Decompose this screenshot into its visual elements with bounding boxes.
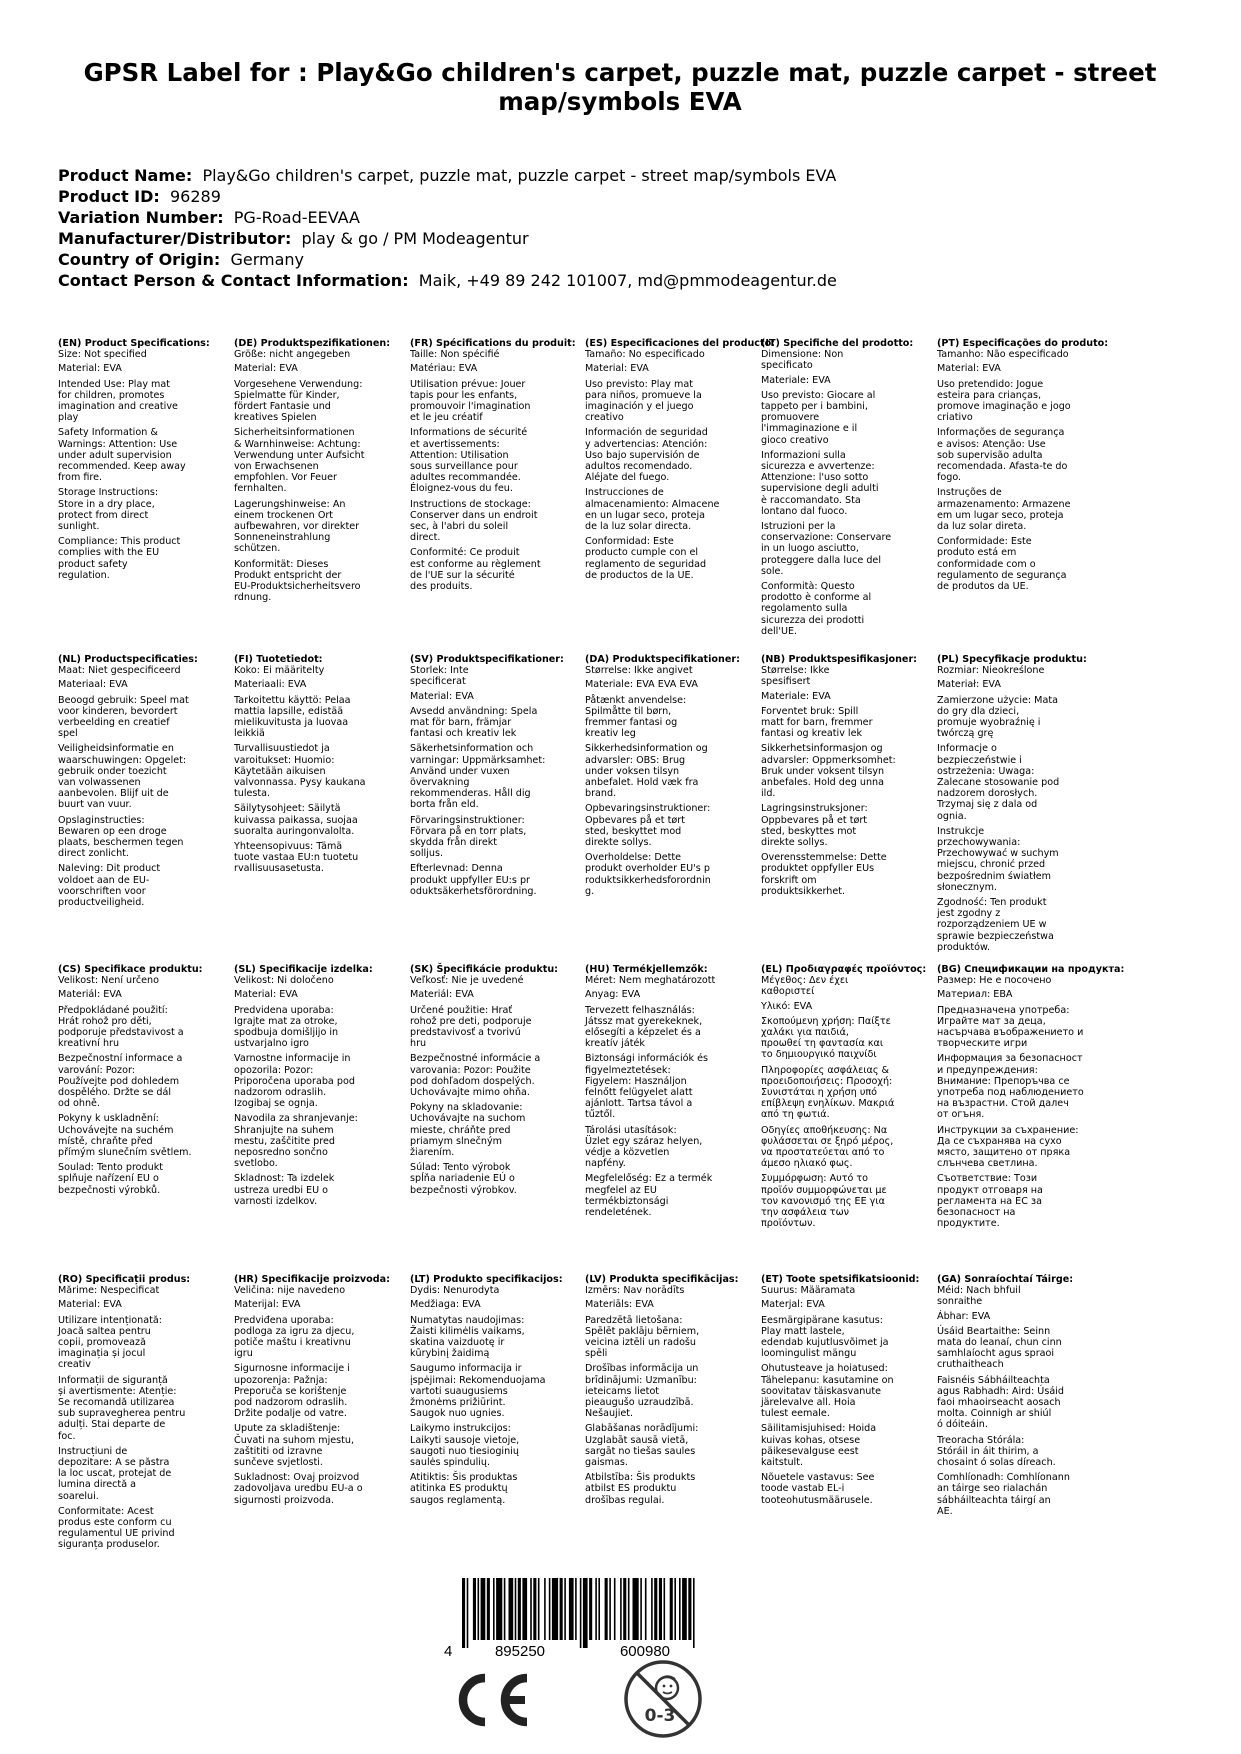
spec-line: Treoracha Stórála: Stóráil in áit thirim, a chosaint ó solas díreach. — [937, 1434, 1056, 1469]
info-label: Manufacturer/Distributor: — [58, 229, 292, 248]
spec-line: Materiāls: EVA — [585, 1299, 654, 1311]
spec-heading: (LV) Produkta specifikācijas: — [585, 1274, 739, 1285]
spec-line: Μέγεθος: Δεν έχει καθοριστεί — [761, 975, 849, 998]
spec-line: Storage Instructions: Store in a dry place, protect from direct sunlight. — [58, 487, 159, 533]
spec-heading: (NB) Produktspesifikasjoner: — [761, 654, 918, 665]
barcode-bars — [462, 1578, 695, 1648]
spec-line: Instruções de armazenamento: Armazene em um lugar seco, proteja da luz solar direta. — [937, 487, 1071, 533]
barcode-bar — [583, 1578, 588, 1648]
spec-line: Veiligheidsinformatie en waarschuwingen: Opgelet: gebruik onder toezicht van volwassenen aanbevolen. Blijf uit de buurt van vuur. — [58, 743, 187, 811]
barcode-bar — [560, 1578, 563, 1640]
barcode-bar — [522, 1578, 527, 1640]
barcode-bar — [679, 1578, 681, 1640]
spec-line: Taille: Non spécifié — [410, 349, 500, 361]
barcode-bar — [682, 1578, 687, 1640]
barcode-bar — [496, 1578, 502, 1640]
barcode-bar — [544, 1578, 546, 1640]
spec-line: Sikkerhetsinformasjon og advarsler: Oppmerksomhet: Bruk under voksent tilsyn anbefales. Hold deg unna ild. — [761, 743, 896, 800]
spec-line: Megfelelőség: Ez a termék megfelel az EU termékbiztonsági rendeletének. — [585, 1173, 713, 1219]
spec-heading: (SV) Produktspecifikationer: — [410, 654, 564, 665]
spec-heading: (NL) Productspecificaties: — [58, 654, 198, 665]
info-label: Product ID: — [58, 187, 160, 206]
info-value: PG-Road-EEVAA — [233, 208, 360, 227]
spec-heading: (SL) Specifikacije izdelka: — [234, 964, 373, 975]
spec-line: Uso previsto: Play mat para niños, promueve la imaginación y el juego creativo — [585, 378, 702, 424]
spec-block — [585, 338, 776, 585]
spec-line: Medžiaga: EVA — [410, 1299, 481, 1311]
spec-line: Soulad: Tento produkt splňuje nařízení EU o bezpečnosti výrobků. — [58, 1162, 164, 1196]
barcode-bar — [595, 1578, 597, 1640]
spec-block — [585, 654, 763, 901]
spec-line: Pokyny na skladovanie: Uchovávajte na suchom mieste, chráňte pred priamym slnečným žiarením. — [410, 1102, 526, 1159]
spec-line: Instrucțiuni de depozitare: A se păstra la loc uscat, protejat de lumina directă a soarelui. — [58, 1445, 172, 1502]
barcode-bar — [481, 1578, 486, 1640]
spec-block — [410, 338, 588, 596]
spec-line: Atbilstība: Šis produkts atbilst ES produktu drošības regulai. — [585, 1472, 696, 1506]
spec-line: Informacje o bezpieczeństwie i ostrzeżenia: Uwaga: Zalecane stosowanie pod nadzorem dorosłych. Trzymaj się z dala od ognia. — [937, 743, 1060, 822]
spec-heading: (HR) Specifikacije proizvoda: — [234, 1274, 390, 1285]
spec-line: Numatytas naudojimas: Žaisti kilimėlis vaikams, skatina vaizduotę ir kūrybinį žaidimą — [410, 1314, 525, 1360]
spec-line: Tervezett felhasználás: Játssz mat gyerekeknek, elősegíti a képzelet és a kreatív játék — [585, 1004, 703, 1050]
spec-line: Material: EVA — [585, 363, 649, 375]
spec-line: Anyag: EVA — [585, 989, 641, 1001]
spec-heading: (EL) Προδιαγραφές προϊόντος: — [761, 964, 927, 975]
spec-line: Förvaringsinstruktioner: Förvara på en torr plats, skydda från direkt solljus. — [410, 814, 527, 860]
spec-line: Instructions de stockage: Conserver dans un endroit sec, à l'abri du soleil direct. — [410, 498, 538, 544]
info-value: 96289 — [169, 187, 221, 206]
spec-line: Paredzētā lietošana: Spēlēt paklāju bērniem, veicina iztēli un radošu spēli — [585, 1314, 700, 1360]
spec-line: Material: EVA — [937, 363, 1001, 375]
barcode-bar — [569, 1578, 574, 1640]
barcode-bar — [462, 1578, 465, 1648]
spec-line: Størrelse: Ikke spesifisert — [761, 665, 830, 688]
barcode-bar — [552, 1578, 558, 1640]
spec-line: Comhlíonadh: Comhlíonann an táirge seo rialachán sábháilteachta táirgí an AE. — [937, 1472, 1070, 1517]
spec-line: Materiál: EVA — [410, 989, 474, 1001]
spec-line: Glabāšanas norādījumi: Uzglabāt sausā vietā, sargāt no tiešas saules gaismas. — [585, 1423, 699, 1469]
spec-line: Materjal: EVA — [761, 1299, 825, 1311]
spec-line: Upute za skladištenje: Čuvati na suhom mjestu, zaštititi od izravne sunčeve svjetlosti. — [234, 1423, 355, 1469]
barcode-bar — [609, 1578, 611, 1640]
spec-line: Koko: Ei määritelty — [234, 665, 325, 677]
spec-line: Lagringsinstruksjoner: Oppbevares på et tørt sted, beskyttes mot direkte sollys. — [761, 803, 868, 849]
spec-line: Materiał: EVA — [937, 679, 1001, 691]
spec-line: Υλικό: EVA — [761, 1000, 813, 1012]
barcode-bar — [589, 1578, 592, 1640]
spec-line: Instrucciones de almacenamiento: Almacene en un lugar seco, proteja de la luz solar directa. — [585, 487, 720, 533]
barcode-bar — [598, 1578, 600, 1640]
spec-line: Materiale: EVA EVA EVA — [585, 679, 698, 691]
spec-heading: (DE) Produktspezifikationen: — [234, 338, 391, 349]
spec-line: Overholdelse: Dette produkt overholder EU's p roduktsikkerhedsforordnin g. — [585, 852, 711, 897]
ce-mark-icon — [451, 1670, 533, 1730]
spec-line: Súlad: Tento výrobok spĺňa nariadenie EÚ o bezpečnosti výrobkov. — [410, 1162, 517, 1196]
spec-line: Материал: ЕВА — [937, 989, 1013, 1001]
info-row — [58, 228, 1198, 249]
spec-line: Size: Not specified — [58, 349, 147, 361]
spec-block — [410, 654, 588, 901]
spec-line: Instrukcje przechowywania: Przechowywać w suchym miejscu, chronić przed bezpośrednim światłem słonecznym. — [937, 825, 1059, 893]
spec-heading: (CS) Specifikace produktu: — [58, 964, 203, 975]
spec-line: Conformità: Questo prodotto è conforme al regolamento sulla sicurezza dei prodotti dell'UE. — [761, 581, 872, 637]
spec-block — [234, 964, 412, 1211]
spec-line: Ábhar: EVA — [937, 1310, 991, 1322]
barcode-bar — [493, 1578, 495, 1640]
spec-line: Skladnost: Ta izdelek ustreza uredbi EU o varnosti izdelkov. — [234, 1173, 335, 1207]
spec-line: Safety Information & Warnings: Attention: Use under adult supervision recommended. Keep away from fire. — [58, 427, 186, 484]
spec-block — [761, 964, 939, 1233]
spec-heading: (DA) Produktspecifikationer: — [585, 654, 740, 665]
spec-heading: (FR) Spécifications du produit: — [410, 338, 576, 349]
spec-line: Předpokládané použití: Hrát rohož pro děti, podporuje představivost a kreativní hru — [58, 1004, 184, 1050]
spec-line: Sukladnost: Ovaj proizvod zadovoljava uredbu EU-a o sigurnosti proizvoda. — [234, 1472, 363, 1506]
info-value: Maik, +49 89 242 101007, md@pmmodeagentur.de — [418, 271, 837, 290]
info-row — [58, 186, 1198, 207]
spec-line: Información de seguridad y advertencias: Atención: Uso bajo supervisión de adultos recomendado. Aléjate del fuego. — [585, 427, 708, 484]
spec-block — [937, 964, 1125, 1233]
spec-line: Matériau: EVA — [410, 363, 478, 375]
spec-line: Zamierzone użycie: Mata do gry dla dzieci, promuje wyobraźnię i twórczą grę — [937, 694, 1058, 740]
spec-line: Συμμόρφωση: Αυτό το προϊόν συμμορφώνεται με τον κανονισμό της ΕΕ για την ασφάλεια των προϊόντων. — [761, 1173, 887, 1230]
spec-line: Predviđena uporaba: podloga za igru za djecu, potiče maštu i kreativnu igru — [234, 1314, 355, 1360]
spec-line: Saugumo informacija ir įspėjimai: Rekomenduojama vartoti suaugusiems žmonėms prižiūrint. Saugok nuo ugnies. — [410, 1363, 546, 1420]
spec-line: Größe: nicht angegeben — [234, 349, 351, 361]
barcode-bar — [467, 1578, 469, 1648]
spec-heading: (FI) Tuotetiedot: — [234, 654, 323, 665]
barcode-bar — [549, 1578, 551, 1640]
spec-line: Lagerungshinweise: An einem trockenen Ort aufbewahren, vor direkter Sonneneinstrahlung schützen. — [234, 498, 360, 555]
barcode-bar — [693, 1578, 695, 1648]
spec-line: Istruzioni per la conservazione: Conservare in un luogo asciutto, proteggere dalla luce del sole. — [761, 521, 892, 577]
info-row — [58, 249, 1198, 270]
spec-block — [761, 1274, 939, 1510]
spec-heading: (PT) Especificações do produto: — [937, 338, 1109, 349]
spec-line: Conformité: Ce produit est conforme au règlement de l'UE sur la sécurité des produits. — [410, 547, 541, 593]
age-symbol-text: 0-3 — [644, 1706, 676, 1726]
spec-heading: (IT) Specifiche del prodotto: — [761, 338, 914, 349]
spec-line: Forventet bruk: Spill matt for barn, fremmer fantasi og kreativ lek — [761, 705, 873, 740]
barcode-bar — [538, 1578, 540, 1640]
barcode-bar — [533, 1578, 536, 1640]
barcode-bar — [659, 1578, 662, 1640]
product-info — [58, 165, 1198, 291]
spec-block — [58, 964, 236, 1200]
spec-line: Säilitamisjuhised: Hoida kuivas kohas, otsese päikesevalguse eest kaitstult. — [761, 1423, 877, 1469]
barcode-bar — [504, 1578, 506, 1640]
spec-line: Beoogd gebruik: Speel mat voor kinderen, bevordert verbeelding en creatief spel — [58, 694, 189, 740]
spec-line: Suurus: Määramata — [761, 1285, 856, 1297]
spec-line: Säkerhetsinformation och varningar: Uppmärksamhet: Använd under vuxen övervakning rekommenderas. Håll dig borta från eld. — [410, 743, 546, 811]
spec-block — [234, 654, 412, 879]
spec-line: Οδηγίες αποθήκευσης: Να φυλάσσεται σε ξηρό μέρος, να προστατεύεται από το άμεσο ηλιακό φως. — [761, 1124, 894, 1170]
spec-line: Tamaño: No especificado — [585, 349, 705, 361]
spec-line: Informations de sécurité et avertissements: Attention: Utilisation sous surveillance pour adultes recommandée. Éloignez-vous du feu. — [410, 427, 528, 495]
spec-line: Naleving: Dit product voldoet aan de EU- voorschriften voor productveiligheid. — [58, 863, 161, 909]
spec-line: Uso previsto: Giocare al tappeto per i bambini, promuovere l'immaginazione e il gioco creativo — [761, 389, 876, 446]
spec-line: Faisnéis Sábháilteachta agus Rabhadh: Aird: Úsáid faoi mhaoirseacht aosach molta. Coinnigh ar shiúl ó dóiteáin. — [937, 1374, 1064, 1431]
spec-line: Compliance: This product complies with the EU product safety regulation. — [58, 536, 181, 581]
barcode-bar — [473, 1578, 476, 1640]
barcode-bar — [575, 1578, 577, 1640]
spec-line: Material: EVA — [58, 363, 122, 375]
barcode-bar — [530, 1578, 532, 1640]
spec-line: Zgodność: Ten produkt jest zgodny z rozporządzeniem UE w sprawie bezpieczeństwa produktów. — [937, 897, 1054, 953]
spec-line: Sikkerhedsinformation og advarsler: OBS: Brug under voksen tilsyn anbefalet. Hold væk fra brand. — [585, 743, 708, 800]
spec-line: Úsáid Beartaithe: Seinn mata do leanaí, chun cinn samhlaíocht agus spraoi cruthaitheach — [937, 1325, 1062, 1371]
spec-line: Dimensione: Non specificato — [761, 349, 844, 372]
spec-block — [761, 654, 939, 901]
barcode-bar — [487, 1578, 490, 1640]
barcode-bar — [623, 1578, 626, 1640]
spec-line: Informazioni sulla sicurezza e avvertenze: Attenzione: l'uso sotto supervisione degli adulti è raccomandato. Sta lontano dal fuoco. — [761, 449, 879, 517]
spec-line: Sigurnosne informacije i upozorenja: Pažnja: Preporuča se korištenje pod nadzorom odraslih. Držite podalje od vatre. — [234, 1363, 350, 1420]
barcode-bar — [614, 1578, 616, 1640]
spec-line: Utilizare intenționată: Joacă saltea pentru copii, promovează imaginația și jocul creativ — [58, 1314, 162, 1371]
spec-block — [937, 338, 1115, 596]
spec-line: Dydis: Nenurodyta — [410, 1285, 500, 1297]
spec-line: Material: EVA — [410, 690, 474, 702]
info-row — [58, 165, 1198, 186]
spec-block — [234, 1274, 412, 1510]
spec-line: Avsedd användning: Spela mat för barn, främjar fantasi och kreativ lek — [410, 705, 538, 740]
spec-line: Materiál: EVA — [58, 989, 122, 1001]
spec-line: Opslaginstructies: Bewaren op een droge plaats, beschermen tegen direct zonlicht. — [58, 814, 184, 860]
spec-line: Velikost: Ni določeno — [234, 975, 334, 987]
barcode-bar — [628, 1578, 630, 1640]
barcode-bar — [564, 1578, 566, 1640]
spec-line: Turvallisuustiedot ja varoitukset: Huomio: Käytetään aikuisen valvonnassa. Pysy kaukana tulesta. — [234, 743, 366, 800]
info-value: play & go / PM Modeagentur — [301, 229, 529, 248]
spec-heading: (GA) Sonraíochtaí Táirge: — [937, 1274, 1074, 1285]
barcode-bar — [670, 1578, 673, 1640]
info-value: Play&Go children's carpet, puzzle mat, puzzle carpet - street map/symbols EVA — [202, 166, 837, 185]
spec-line: Material: EVA — [234, 989, 298, 1001]
spec-line: Πληροφορίες ασφάλειας & προειδοποιήσεις: Προσοχή: Συνιστάται η χρήση υπό επίβλεψη ενηλίκων. Μακριά από τη φωτιά. — [761, 1064, 895, 1121]
spec-row — [58, 964, 1228, 1274]
info-label: Product Name: — [58, 166, 193, 185]
spec-line: Konformität: Dieses Produkt entspricht der EU-Produktsicherheitsvero rdnung. — [234, 558, 361, 604]
spec-line: Efterlevnad: Denna produkt uppfyller EU:s pr oduktsäkerhetsförordning. — [410, 863, 537, 897]
spec-line: Предназначена употреба: Играйте мат за деца, насърчава въображението и творческите игри — [937, 1004, 1084, 1050]
spec-line: Biztonsági információk és figyelmeztetések: Figyelem: Használjon felnőtt felügyelet alatt ajánlott. Tartsa távol a tűztől. — [585, 1053, 708, 1121]
spec-line: Predvidena uporaba: Igrajte mat za otroke, spodbuja domišljijo in ustvarjalno igro — [234, 1004, 339, 1050]
spec-line: Laikymo instrukcijos: Laikyti sausoje vietoje, saugoti nuo tiesioginių saulės spindulių. — [410, 1423, 520, 1469]
info-value: Germany — [230, 250, 304, 269]
not-suitable-under-3-icon — [622, 1658, 704, 1740]
spec-line: Intended Use: Play mat for children, promotes imagination and creative play — [58, 378, 178, 424]
spec-block — [234, 338, 412, 607]
spec-block — [761, 338, 939, 641]
barcode-digit-1: 4 — [444, 1643, 453, 1660]
spec-row — [58, 654, 1228, 964]
spec-line: Overensstemmelse: Dette produktet oppfyller EUs forskrift om produktsikkerhet. — [761, 852, 887, 897]
label-title: GPSR Label for : Play&Go children's carpet, puzzle mat, puzzle carpet - street map/symbols EVA — [83, 58, 1157, 116]
spec-line: Tamanho: Não especificado — [937, 349, 1069, 361]
barcode-bar — [688, 1578, 691, 1640]
spec-line: Инструкции за съхранение: Да се съхранява на сухо място, защитено от пряка слънчева светлина. — [937, 1124, 1079, 1170]
spec-line: Tarkoitettu käyttö: Pelaa mattia lapsille, edistää mielikuvitusta ja luovaa leikkiä — [234, 694, 351, 740]
spec-block — [58, 1274, 236, 1555]
barcode-bar — [509, 1578, 514, 1640]
spec-line: Určené použitie: Hrať rohož pre deti, podporuje predstavivosť a tvorivú hru — [410, 1004, 532, 1050]
barcode-bar — [515, 1578, 517, 1640]
spec-block — [410, 964, 588, 1200]
spec-line: Veličina: nije navedeno — [234, 1285, 346, 1297]
spec-line: Tárolási utasítások: Üzlet egy száraz helyen, védje a közvetlen napfény. — [585, 1124, 703, 1170]
barcode-digit-group-2: 600980 — [619, 1643, 671, 1660]
spec-heading: (PL) Specyfikacje produktu: — [937, 654, 1087, 665]
spec-line: Atitiktis: Šis produktas atitinka ES produktų saugos reglamentą. — [410, 1472, 518, 1506]
spec-block — [937, 1274, 1115, 1521]
barcode-bar — [478, 1578, 480, 1640]
spec-line: Drošības informācija un brīdinājumi: Uzmanību: ieteicams lietot pieaugušo uzraudzībā. Nešaujiet. — [585, 1363, 699, 1420]
spec-line: Conformitate: Acest produs este conform cu regulamentul UE privind siguranța produselor. — [58, 1505, 175, 1551]
barcode-bar — [645, 1578, 647, 1640]
spec-line: Storlek: Inte specificerat — [410, 665, 469, 688]
info-label: Variation Number: — [58, 208, 224, 227]
spec-block — [585, 1274, 763, 1510]
spec-line: Säilytysohjeet: Säilytä kuivassa paikassa, suojaa suoralta auringonvalolta. — [234, 803, 358, 837]
barcode-bar — [633, 1578, 639, 1640]
spec-heading: (SK) Špecifikácie produktu: — [410, 964, 559, 975]
spec-line: Materiale: EVA — [761, 690, 831, 702]
spec-heading: (LT) Produkto specifikacijos: — [410, 1274, 563, 1285]
spec-line: Varnostne informacije in opozorila: Pozor: Priporočena uporaba pod nadzorom odraslih. Izogibaj se ognja. — [234, 1053, 355, 1110]
spec-line: Bezpečnostné informácie a varovania: Pozor: Použite pod dohľadom dospelých. Uchovávajte mimo ohňa. — [410, 1053, 541, 1099]
info-row — [58, 270, 1198, 291]
spec-line: Ohutusteave ja hoiatused: Tähelepanu: kasutamine on soovitatav täiskasvanute järelevalve all. Hoia tulest eemale. — [761, 1363, 894, 1420]
spec-line: Pokyny k uskladnění: Uchovávejte na suchém místě, chraňte před přímým slunečním světlem. — [58, 1113, 192, 1159]
barcode-bar — [605, 1578, 608, 1640]
spec-line: Utilisation prévue: Jouer tapis pour les enfants, promouvoir l'imagination et le jeu créatif — [410, 378, 531, 424]
spec-block — [585, 964, 763, 1222]
spec-heading: (ET) Toote spetsifikatsioonid: — [761, 1274, 920, 1285]
spec-block — [58, 654, 236, 912]
spec-line: Vorgesehene Verwendung: Spielmatte für Kinder, fördert Fantasie und kreatives Spielen — [234, 378, 363, 424]
info-label: Contact Person & Contact Information: — [58, 271, 409, 290]
barcode-bar — [654, 1578, 657, 1640]
barcode-bar — [620, 1578, 622, 1640]
spec-line: Informações de segurança e avisos: Atenção: Use sob supervisão adulta recomendada. Afasta-te do fogo. — [937, 427, 1068, 484]
barcode-bar — [651, 1578, 653, 1640]
barcode — [440, 1578, 752, 1660]
barcode-bar — [640, 1578, 642, 1640]
spec-line: Bezpečnostní informace a varování: Pozor: Používejte pod dohledem dospělého. Držte se dál od ohně. — [58, 1053, 183, 1110]
spec-heading: (EN) Product Specifications: — [58, 338, 210, 349]
spec-heading: (HU) Termékjellemzők: — [585, 964, 708, 975]
spec-line: Mărime: Nespecificat — [58, 1285, 160, 1297]
spec-line: Izmērs: Nav norādīts — [585, 1285, 685, 1297]
barcode-digit-group-1: 895250 — [494, 1643, 546, 1660]
spec-line: Méret: Nem meghatározott — [585, 975, 716, 987]
barcode-bar — [580, 1578, 582, 1648]
spec-line: Yhteensopivuus: Tämä tuote vastaa EU:n tuotetu rvallisuusasetusta. — [234, 841, 359, 875]
barcode-bar — [664, 1578, 666, 1640]
spec-line: Nõuetele vastavus: See toode vastab EL-i tooteohutusmäärusele. — [761, 1472, 875, 1506]
spec-heading: (ES) Especificaciones del producto: — [585, 338, 776, 349]
spec-block — [937, 654, 1115, 957]
spec-line: Informații de siguranță și avertismente: Atenție: Se recomandă utilizarea sub supravegherea pentru adulți. Stai departe de foc. — [58, 1374, 186, 1442]
spec-line: Размер: Не е посочено — [937, 975, 1052, 987]
spec-line: Materijal: EVA — [234, 1299, 301, 1311]
spec-row — [58, 338, 1228, 654]
spec-line: Съответствие: Този продукт отговаря на регламента на ЕС за безопасност на продуктите. — [937, 1173, 1043, 1230]
spec-line: Opbevaringsinstruktioner: Opbevares på et tørt sted, beskyttet mod direkte sollys. — [585, 803, 711, 849]
spec-line: Materiaali: EVA — [234, 679, 307, 691]
spec-heading: (BG) Спецификации на продукта: — [937, 964, 1125, 975]
spec-line: Påtænkt anvendelse: Spilmåtte til børn, fremmer fantasi og kreativ leg — [585, 694, 687, 740]
spec-line: Rozmiar: Nieokreślone — [937, 665, 1045, 677]
info-label: Country of Origin: — [58, 250, 221, 269]
spec-line: Navodila za shranjevanje: Shranjujte na suhem mestu, zaščitite pred neposredno sončno svetlobo. — [234, 1113, 358, 1170]
spec-row — [58, 1274, 1228, 1574]
spec-line: Maat: Niet gespecificeerd — [58, 665, 181, 677]
spec-line: Materiale: EVA — [761, 374, 831, 386]
spec-line: Σκοπούμενη χρήση: Παίξτε χαλάκι για παιδιά, προωθεί τη φαντασία και το δημιουργικό παιχνίδι — [761, 1015, 891, 1061]
spec-line: Conformidad: Este producto cumple con el reglamento de seguridad de productos de la UE. — [585, 536, 707, 581]
spec-line: Velikost: Není určeno — [58, 975, 159, 987]
spec-block — [410, 1274, 588, 1510]
spec-line: Uso pretendido: Jogue esteira para crianças, promove imaginação e jogo criativo — [937, 378, 1071, 424]
spec-line: Sicherheitsinformationen & Warnhinweise: Achtung: Verwendung unter Aufsicht von Erwachsenen empfohlen. Vor Feuer fernhalten. — [234, 427, 365, 495]
barcode-bar — [674, 1578, 676, 1640]
spec-line: Méid: Nach bhfuil sonraithe — [937, 1285, 1021, 1308]
spec-line: Størrelse: Ikke angivet — [585, 665, 693, 677]
spec-line: Информация за безопасност и предупреждения: Внимание: Препоръчва се употреба под наблюдението на възрастни. Стой далеч от огъня. — [937, 1053, 1084, 1121]
info-row — [58, 207, 1198, 228]
spec-line: Material: EVA — [58, 1299, 122, 1311]
spec-block — [58, 338, 236, 585]
barcode-bar — [518, 1578, 521, 1640]
spec-line: Material: EVA — [234, 363, 298, 375]
spec-line: Eesmärgipärane kasutus: Play matt lastele, edendab kujutlusvõimet ja loomingulist mängu — [761, 1314, 889, 1360]
spec-line: Conformidade: Este produto está em conformidade com o regulamento de segurança de produtos da UE. — [937, 536, 1067, 593]
spec-line: Veľkosť: Nie je uvedené — [410, 975, 524, 987]
specifications-grid — [58, 338, 1228, 1574]
spec-line: Materiaal: EVA — [58, 679, 128, 691]
spec-heading: (RO) Specificații produs: — [58, 1274, 191, 1285]
